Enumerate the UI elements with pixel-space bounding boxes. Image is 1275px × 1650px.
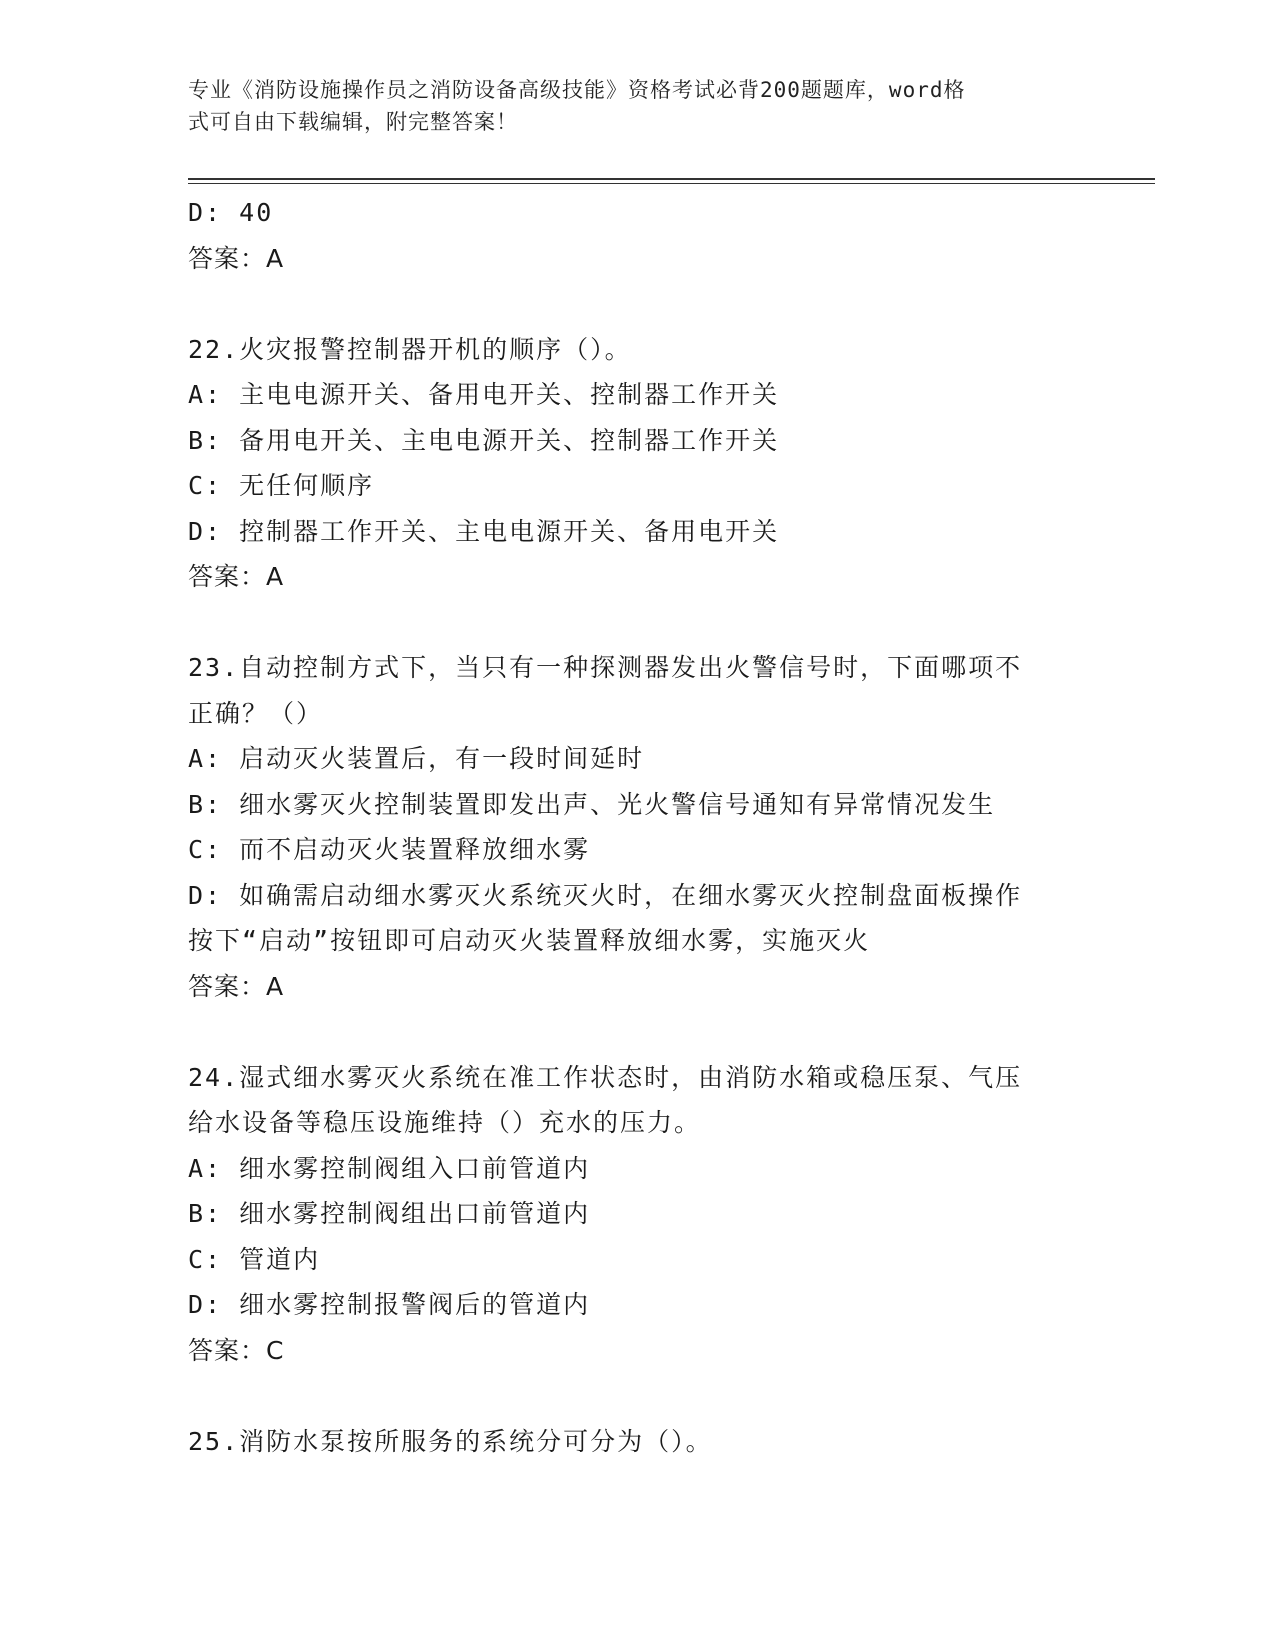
question-stem: 25.消防水泵按所服务的系统分可分为（）。 — [188, 1426, 713, 1456]
option-a: A: 细水雾控制阀组入口前管道内 — [188, 1153, 591, 1183]
spacer — [188, 600, 1088, 646]
question-stem-line-2: 正确？（） — [188, 698, 324, 728]
option-b: B: 细水雾灭火控制装置即发出声、光火警信号通知有异常情况发生 — [188, 789, 996, 819]
spacer — [188, 1373, 1088, 1419]
answer-line: 答案：A — [188, 243, 285, 273]
spacer — [188, 281, 1088, 327]
question-23 — [188, 645, 1088, 1009]
question-stem: 22.火灾报警控制器开机的顺序（）。 — [188, 334, 632, 364]
option-d: D: 细水雾控制报警阀后的管道内 — [188, 1290, 591, 1319]
option-d: D: 如确需启动细水雾灭火系统灭火时，在细水雾灭火控制盘面板操作 — [188, 880, 1023, 910]
page-header — [188, 74, 1068, 138]
answer-line: 答案：A — [188, 562, 285, 591]
header-line-1: 专业《消防设施操作员之消防设备高级技能》资格考试必背200题题库，word格 — [188, 78, 966, 102]
question-22 — [188, 327, 1088, 600]
question-stem-line-1: 23.自动控制方式下，当只有一种探测器发出火警信号时，下面哪项不 — [188, 653, 1023, 682]
option-a: A: 主电电源开关、备用电开关、控制器工作开关 — [188, 380, 780, 409]
answer-line: 答案：C — [188, 1335, 285, 1365]
option-d-continued: 按下“启动”按钮即可启动灭火装置释放细水雾，实施灭火 — [188, 926, 871, 955]
question-21-tail — [188, 190, 1088, 281]
option-d: D: 控制器工作开关、主电电源开关、备用电开关 — [188, 516, 780, 546]
document-body — [188, 190, 1088, 1464]
header-divider-thick — [188, 178, 1155, 180]
header-divider-thin — [188, 183, 1155, 184]
question-stem-line-1: 24.湿式细水雾灭火系统在准工作状态时，由消防水箱或稳压泵、气压 — [188, 1062, 1023, 1092]
spacer — [188, 1009, 1088, 1055]
question-24 — [188, 1055, 1088, 1374]
answer-line: 答案：A — [188, 971, 285, 1001]
option-c: C: 无任何顺序 — [188, 471, 375, 500]
question-stem-line-2: 给水设备等稳压设施维持（）充水的压力。 — [188, 1108, 702, 1137]
option-c: C: 而不启动灭火装置释放细水雾 — [188, 835, 591, 864]
option-b: B: 备用电开关、主电电源开关、控制器工作开关 — [188, 425, 780, 455]
option-a: A: 启动灭火装置后，有一段时间延时 — [188, 744, 645, 773]
option-b: B: 细水雾控制阀组出口前管道内 — [188, 1199, 591, 1228]
option-d: D: 40 — [188, 198, 274, 227]
header-line-2: 式可自由下载编辑，附完整答案！ — [188, 110, 518, 134]
question-25 — [188, 1419, 1088, 1465]
option-c: C: 管道内 — [188, 1244, 321, 1274]
